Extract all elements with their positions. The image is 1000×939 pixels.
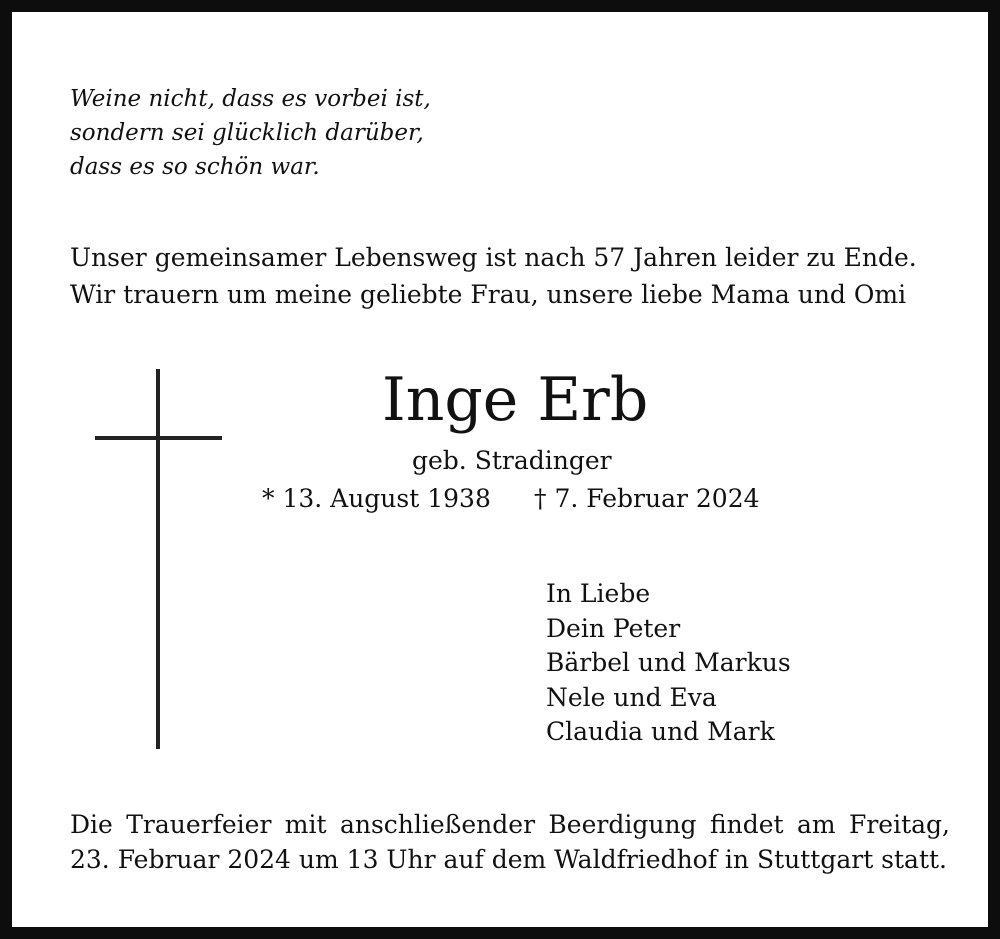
funeral-info xyxy=(70,807,950,877)
birth-name: geb. Stradinger xyxy=(412,446,612,475)
intro-text xyxy=(70,239,950,313)
quote-block xyxy=(70,82,431,184)
mourner-line: In Liebe xyxy=(546,579,651,608)
deceased-name: Inge Erb xyxy=(382,365,649,435)
mourner-line: Nele und Eva xyxy=(546,682,717,712)
death-date: † 7. Februar 2024 xyxy=(534,484,760,513)
cross-icon-horizontal xyxy=(95,436,222,440)
quote-line: dass es so schön war. xyxy=(70,154,320,180)
intro-line: Wir trauern um meine geliebte Frau, unsere liebe Mama und Omi xyxy=(70,280,907,309)
mourner-line: Bärbel und Markus xyxy=(546,648,791,677)
funeral-line: 23. Februar 2024 um 13 Uhr auf dem Waldfriedhof in Stuttgart statt. xyxy=(70,845,948,874)
quote-line: sondern sei glücklich darüber, xyxy=(70,120,424,146)
cross-icon-vertical xyxy=(156,369,160,749)
intro-line: Unser gemeinsamer Lebensweg ist nach 57 Jahren leider zu Ende. xyxy=(70,243,917,272)
mourners-list xyxy=(546,577,791,750)
funeral-line: Die Trauerfeier mit anschließender Beerdigung findet am Freitag, xyxy=(70,810,950,839)
mourner-line: Claudia und Mark xyxy=(546,717,775,746)
birth-date: * 13. August 1938 xyxy=(262,484,491,513)
mourner-line: Dein Peter xyxy=(546,613,681,643)
quote-line: Weine nicht, dass es vorbei ist, xyxy=(70,86,431,112)
